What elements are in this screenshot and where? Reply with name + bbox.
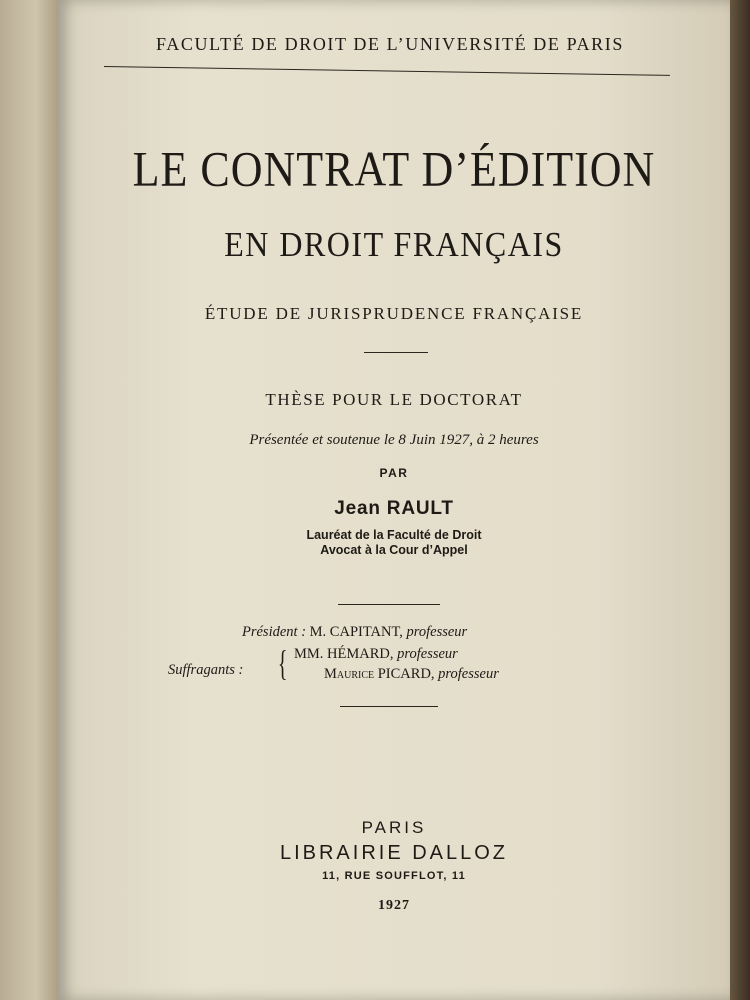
member2-role: professeur bbox=[438, 666, 499, 682]
author-title-2: Avocat à la Cour d’Appel bbox=[320, 543, 468, 557]
author-title-1: Lauréat de la Faculté de Droit bbox=[306, 528, 482, 542]
jury-president bbox=[242, 624, 467, 641]
title-page bbox=[58, 0, 730, 1000]
header-rule bbox=[104, 66, 670, 76]
member2-name: Maurice PICARD, bbox=[324, 666, 435, 682]
jury-member-2 bbox=[324, 666, 499, 683]
faculty-header: FACULTÉ DE DROIT DE L’UNIVERSITÉ DE PARIS bbox=[156, 34, 624, 54]
main-title: LE CONTRAT D’ÉDITION bbox=[132, 142, 656, 197]
divider-2 bbox=[338, 604, 440, 605]
study-line: ÉTUDE DE JURISPRUDENCE FRANÇAISE bbox=[204, 304, 584, 323]
publisher-name: LIBRAIRIE DALLOZ bbox=[279, 842, 509, 864]
page-edge bbox=[728, 0, 750, 1000]
facing-page bbox=[0, 0, 60, 1000]
by-label: PAR bbox=[379, 466, 409, 480]
president-name: M. CAPITANT, bbox=[309, 624, 403, 640]
divider-1 bbox=[364, 352, 428, 353]
publisher-address: 11, RUE SOUFFLOT, 11 bbox=[322, 870, 466, 882]
member1-role: professeur bbox=[397, 646, 458, 662]
thesis-label: THÈSE POUR LE DOCTORAT bbox=[265, 390, 523, 409]
publication-year: 1927 bbox=[378, 898, 410, 913]
publisher-city: PARIS bbox=[361, 818, 427, 837]
president-role: professeur bbox=[406, 624, 468, 640]
suffragants-label-row bbox=[168, 662, 243, 679]
president-label: Président : bbox=[242, 624, 307, 640]
brace-symbol: { bbox=[277, 643, 288, 683]
author-name: Jean RAULT bbox=[334, 498, 454, 519]
member1-name: MM. HÉMARD, bbox=[294, 646, 394, 662]
divider-3 bbox=[340, 706, 438, 707]
subtitle: EN DROIT FRANÇAIS bbox=[224, 224, 564, 264]
suffragants-label: Suffragants : bbox=[168, 662, 244, 678]
jury-member-1 bbox=[294, 646, 458, 663]
presentation-date: Présentée et soutenue le 8 Juin 1927, à 2 heures bbox=[249, 432, 539, 448]
